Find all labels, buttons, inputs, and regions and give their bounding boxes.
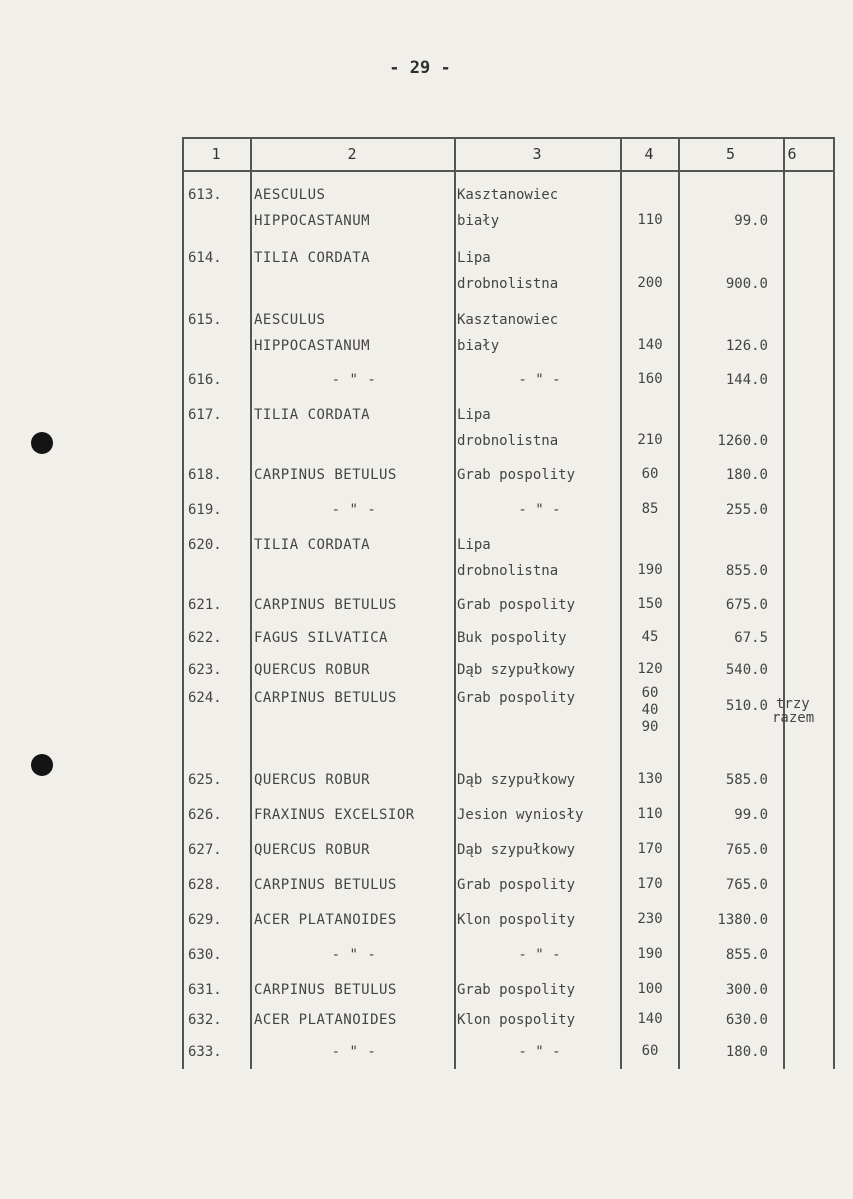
punch-hole-bottom [31,754,53,776]
species-latin: QUERCUS ROBUR [254,662,371,678]
column-rule [783,137,785,1069]
species-polish: Lipa [457,250,491,266]
quantity: 210 [637,432,663,448]
row-number: 628. [188,877,222,893]
species-polish: Dąb szypułkowy [457,842,576,858]
quantity: 60 [641,1043,659,1059]
row-number: 618. [188,467,222,483]
row-number: 616. [188,372,222,388]
quantity: 85 [641,501,659,517]
row-number: 633. [188,1044,222,1060]
value: 630.0 [725,1012,768,1028]
row-number: 614. [188,250,222,266]
row-number: 620. [188,537,222,553]
remark: trzy [776,696,810,712]
row-number: 626. [188,807,222,823]
quantity: 45 [641,629,659,645]
species-polish: drobnolistna [457,433,559,449]
value: 180.0 [725,467,768,483]
value: 675.0 [725,597,768,613]
species-latin: AESCULUS [254,312,326,328]
quantity: 40 [641,702,659,718]
quantity: 120 [637,661,663,677]
species-polish: Grab pospolity [457,467,576,483]
value: 1260.0 [717,433,768,449]
species-latin: CARPINUS BETULUS [254,467,397,483]
quantity: 160 [637,371,663,387]
species-latin: QUERCUS ROBUR [254,842,371,858]
row-number: 632. [188,1012,222,1028]
header-col-2: 2 [347,145,357,163]
species-polish: Buk pospolity [457,630,567,646]
header-col-5: 5 [725,145,736,163]
species-polish: - " - [518,502,561,518]
species-latin: CARPINUS BETULUS [254,690,397,706]
quantity: 230 [637,911,663,927]
species-polish: Grab pospolity [457,690,576,706]
species-polish: drobnolistna [457,563,559,579]
row-number: 629. [188,912,222,928]
value: 300.0 [725,982,768,998]
quantity: 200 [637,275,663,291]
species-latin: CARPINUS BETULUS [254,597,397,613]
species-latin: - " - [331,502,377,518]
value: 510.0 [725,698,768,714]
species-latin: AESCULUS [254,187,326,203]
species-polish: Grab pospolity [457,877,576,893]
row-number: 627. [188,842,222,858]
quantity: 110 [637,212,663,228]
value: 255.0 [725,502,768,518]
species-polish: Grab pospolity [457,597,576,613]
species-latin: - " - [331,947,377,963]
species-latin: FAGUS SILVATICA [254,630,388,646]
value: 99.0 [734,213,768,229]
species-polish: Klon pospolity [457,1012,576,1028]
page-number: - 29 - [389,58,451,78]
value: 765.0 [725,877,768,893]
row-number: 621. [188,597,222,613]
inventory-table [182,137,835,1069]
header-col-3: 3 [532,145,542,163]
species-latin: FRAXINUS EXCELSIOR [254,807,415,823]
species-latin: HIPPOCASTANUM [254,213,371,229]
quantity: 150 [637,596,663,612]
value: 855.0 [725,563,768,579]
value: 855.0 [725,947,768,963]
value: 765.0 [725,842,768,858]
header-col-4: 4 [644,145,654,163]
punch-hole-top [31,432,53,454]
column-rule [454,137,456,1069]
species-polish: biały [457,213,500,229]
value: 180.0 [725,1044,768,1060]
column-rule [678,137,680,1069]
species-latin: - " - [331,372,377,388]
quantity: 190 [637,946,663,962]
row-number: 615. [188,312,222,328]
species-polish: Kasztanowiec [457,187,559,203]
species-polish: Grab pospolity [457,982,576,998]
species-polish: Jesion wyniosły [457,807,584,823]
quantity: 130 [637,771,663,787]
column-rule [250,137,252,1069]
quantity: 100 [637,981,663,997]
row-number: 625. [188,772,222,788]
quantity: 60 [641,466,659,482]
value: 99.0 [734,807,768,823]
row-number: 617. [188,407,222,423]
quantity: 60 [641,685,659,701]
quantity: 140 [637,1011,663,1027]
remark: razem [772,710,815,726]
value: 585.0 [725,772,768,788]
species-polish: - " - [518,1044,561,1060]
species-latin: TILIA CORDATA [254,407,371,423]
row-number: 630. [188,947,222,963]
row-number: 622. [188,630,222,646]
species-polish: Kasztanowiec [457,312,559,328]
value: 67.5 [734,630,768,646]
column-rule [182,137,184,1069]
species-polish: - " - [518,372,561,388]
value: 126.0 [725,338,768,354]
row-number: 631. [188,982,222,998]
species-latin: TILIA CORDATA [254,537,371,553]
row-number: 623. [188,662,222,678]
species-latin: ACER PLATANOIDES [254,1012,397,1028]
species-latin: QUERCUS ROBUR [254,772,371,788]
species-polish: biały [457,338,500,354]
species-polish: Klon pospolity [457,912,576,928]
species-polish: drobnolistna [457,276,559,292]
row-number: 619. [188,502,222,518]
row-number: 613. [188,187,222,203]
species-latin: CARPINUS BETULUS [254,982,397,998]
column-rule [833,137,835,1069]
table-top-rule [182,137,835,139]
species-latin: HIPPOCASTANUM [254,338,371,354]
quantity: 140 [637,337,663,353]
header-col-1: 1 [211,145,221,163]
species-latin: CARPINUS BETULUS [254,877,397,893]
value: 540.0 [725,662,768,678]
species-polish: - " - [518,947,561,963]
quantity: 170 [637,841,663,857]
header-col-6: 6 [787,145,797,163]
species-polish: Lipa [457,407,491,423]
species-latin: ACER PLATANOIDES [254,912,397,928]
quantity: 90 [641,719,659,735]
quantity: 170 [637,876,663,892]
value: 144.0 [725,372,768,388]
row-number: 624. [188,690,222,706]
quantity: 110 [637,806,663,822]
species-polish: Dąb szypułkowy [457,772,576,788]
quantity: 190 [637,562,663,578]
value: 900.0 [725,276,768,292]
table-header-rule [182,170,835,172]
species-latin: - " - [331,1044,377,1060]
species-polish: Dąb szypułkowy [457,662,576,678]
species-latin: TILIA CORDATA [254,250,371,266]
species-polish: Lipa [457,537,491,553]
value: 1380.0 [717,912,768,928]
